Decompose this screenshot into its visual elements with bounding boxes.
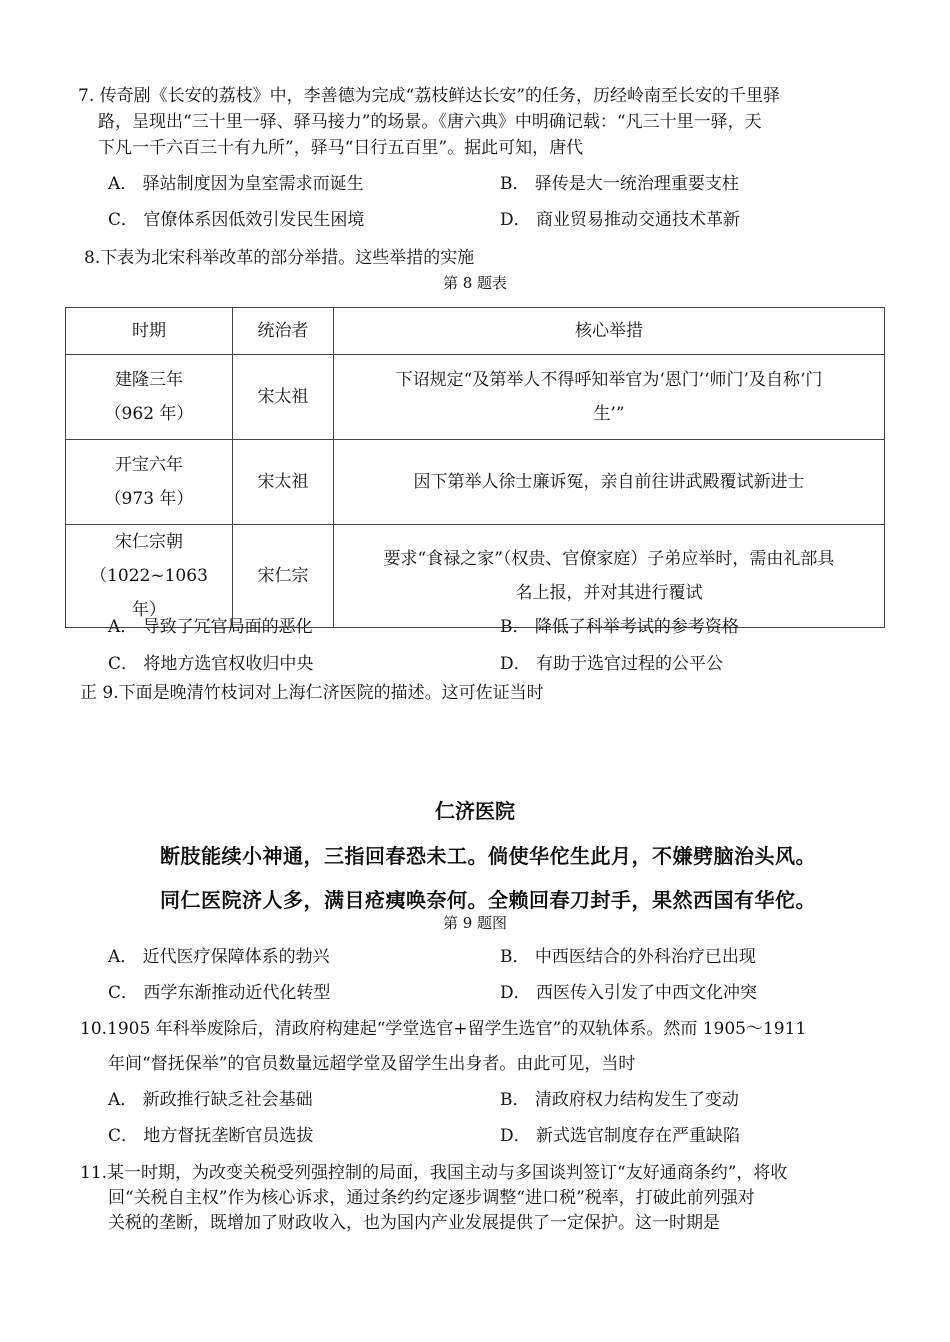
q9-stem: 正 9.下面是晚清竹枝词对上海仁济医院的描述。这可佐证当时	[80, 683, 544, 703]
q8-period-year: （962 年）	[104, 404, 194, 424]
q10-option-d: D． 新式选官制度存在严重缺陷	[500, 1126, 741, 1146]
q9-figure-caption: 第 9 题图	[442, 914, 508, 932]
q8-option-d: D． 有助于选官过程的公平公	[500, 654, 724, 674]
q10-option-c: C． 地方督抚垄断官员选拔	[108, 1126, 314, 1146]
q8-period-year: （1022~1063 年）	[90, 566, 208, 620]
q8-option-a: A． 导致了冗官局面的恶化	[108, 617, 313, 637]
q8-stem: 8.下表为北宋科举改革的部分举措。这些举措的实施	[84, 248, 475, 268]
q8-cell-ruler: 宋太祖	[233, 355, 334, 440]
q8-cell-ruler: 宋太祖	[233, 440, 334, 525]
q10-stem-line-2: 年间“督抚保举”的官员数量远超学堂及留学生出身者。由此可见，当时	[108, 1054, 636, 1074]
q7-option-b: B． 驿传是大一统治理重要支柱	[500, 174, 739, 194]
q11-stem-line-3: 关税的垄断，既增加了财政收入，也为国内产业发展提供了一定保护。这一时期是	[108, 1213, 720, 1233]
q9-option-b: B． 中西医结合的外科治疗已出现	[500, 947, 756, 967]
q10-stem-line-1: 10.1905 年科举废除后，清政府构建起“学堂选官+留学生选官”的双轨体系。然而 1905～1911	[80, 1019, 807, 1039]
q7-option-d: D． 商业贸易推动交通技术革新	[500, 210, 741, 230]
q8-header-measure: 核心举措	[334, 308, 885, 355]
q8-header-period: 时期	[66, 308, 233, 355]
q8-cell-measure	[334, 525, 885, 628]
q8-cell-ruler: 宋仁宗	[233, 525, 334, 628]
q8-measure-line-1: 因下第举人徐士廉诉冤，亲自前往讲武殿覆试新进士	[413, 472, 805, 492]
q8-table-header-row	[66, 308, 885, 355]
q8-period-year: （973 年）	[104, 489, 194, 509]
q9-poem-line-2: 同仁医院济人多，满目疮痍唤奈何。全赖回春刀封手，果然西国有华佗。	[160, 888, 816, 912]
q11-stem-line-2: 回“关税自主权”作为核心诉求，通过条约约定逐步调整“进口税”税率，打破此前列强对	[108, 1188, 755, 1208]
q8-table-caption: 第 8 题表	[442, 274, 508, 292]
q8-table	[65, 307, 885, 628]
q8-option-b: B． 降低了科举考试的参考资格	[500, 617, 739, 637]
q7-option-c: C． 官僚体系因低效引发民生困境	[108, 210, 365, 230]
q10-option-a: A． 新政推行缺乏社会基础	[108, 1090, 313, 1110]
q8-period-name: 开宝六年	[115, 455, 183, 475]
q8-option-c: C． 将地方选官权收归中央	[108, 654, 314, 674]
q9-option-c: C． 西学东渐推动近代化转型	[108, 983, 331, 1003]
table-row	[66, 355, 885, 440]
q7-stem-line-3: 下凡一千六百三十有九所”，驿马“日行五百里”。据此可知，唐代	[98, 138, 584, 158]
q9-poem-title: 仁济医院	[435, 799, 515, 823]
q8-measure-line-2: 名上报，并对其进行覆试	[515, 583, 703, 603]
q9-poem-line-1: 断肢能续小神通，三指回春恐未工。倘使华佗生此月，不嫌劈脑治头风。	[160, 844, 816, 868]
q8-cell-measure	[334, 440, 885, 525]
q7-stem-line-2: 路，呈现出“三十里一驿、驿马接力”的场景。《唐六典》中明确记载：“凡三十里一驿，天	[98, 112, 762, 132]
q11-stem-line-1: 11.某一时期，为改变关税受列强控制的局面，我国主动与多国谈判签订“友好通商条约”，将收	[80, 1163, 788, 1183]
table-row	[66, 525, 885, 628]
q8-measure-line-1: 下诏规定“及第举人不得呼知举官为‘恩门’‘师门’及自称‘门	[395, 370, 823, 390]
table-row	[66, 440, 885, 525]
q8-period-name: 建隆三年	[115, 370, 183, 390]
q8-measure-line-1: 要求“食禄之家”（权贵、官僚家庭）子弟应举时，需由礼部具	[383, 549, 835, 569]
q7-option-a: A． 驿站制度因为皇室需求而诞生	[108, 174, 364, 194]
q10-option-b: B． 清政府权力结构发生了变动	[500, 1090, 739, 1110]
q8-cell-period	[66, 525, 233, 628]
q8-period-name: 宋仁宗朝	[115, 532, 183, 552]
q8-header-ruler: 统治者	[233, 308, 334, 355]
q9-option-a: A． 近代医疗保障体系的勃兴	[108, 947, 330, 967]
q7-stem-line-1: 7. 传奇剧《长安的荔枝》中，李善德为完成“荔枝鲜达长安”的任务，历经岭南至长安的千里驿	[78, 86, 781, 106]
q8-cell-period	[66, 440, 233, 525]
q8-cell-measure	[334, 355, 885, 440]
q8-cell-period	[66, 355, 233, 440]
q8-measure-line-2: 生’”	[593, 404, 625, 424]
q9-option-d: D． 西医传入引发了中西文化冲突	[500, 983, 758, 1003]
